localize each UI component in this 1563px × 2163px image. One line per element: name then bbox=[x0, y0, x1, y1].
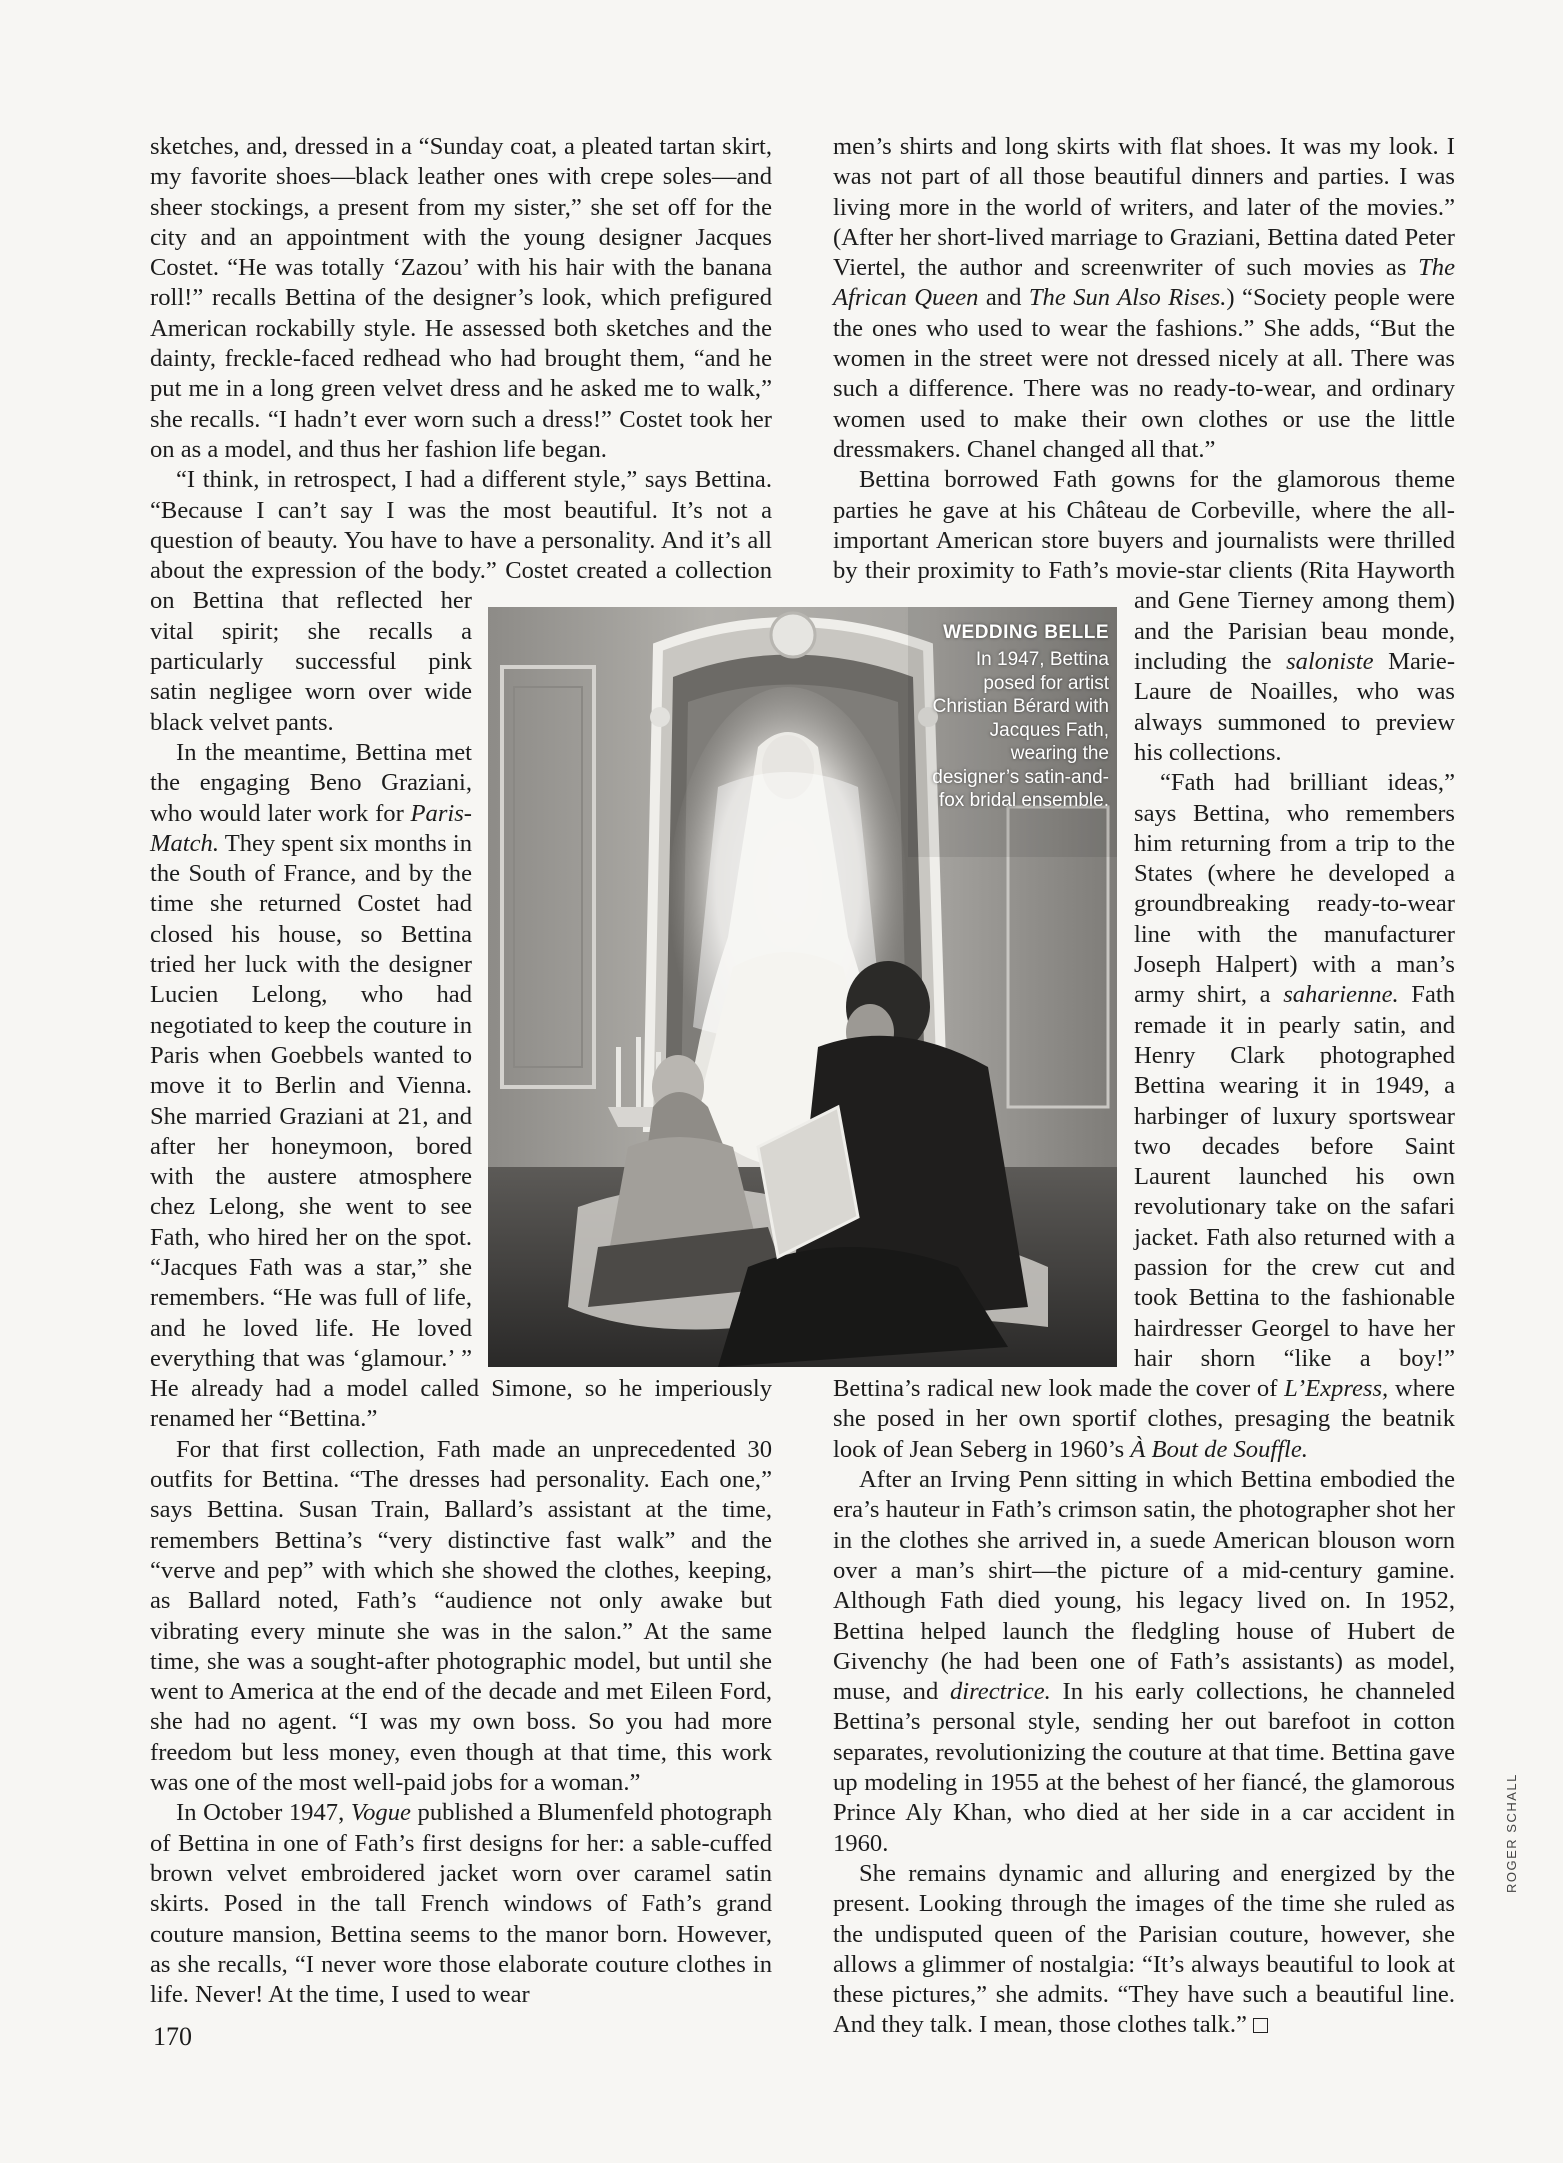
page-number: 170 bbox=[153, 2022, 192, 2051]
paragraph: After an Irving Penn sitting in which Bettina embodied the era’s hauteur in Fath’s crimson satin, the photographer shot her in the clothes she arrived in, a suede American blouson worn over a man’s shirt—the picture of a mid-century gamine. Although Fath died young, his legacy lived on. In 1952, Bettina helped launch the fledgling house of Hubert de Givenchy (he had been one of Fath’s assistants) as model, muse, and directrice. In his early collections, he channeled Bettina’s personal style, sending her out barefoot in cotton separates, revolutionizing the couture at that time. Bettina gave up modeling in 1955 at the behest of her fiancé, the glamorous Prince Aly Khan, who died at her side in a car accident in 1960. bbox=[833, 1466, 1455, 1857]
paragraph: “Fath had brilliant ideas,” says Bettina, who remembers him returning from a trip to the States (where he developed a groundbreaking ready-to-wear line with the manufacturer Joseph Halpert) with a man’s army shirt, a saharienne. Fath remade it in pearly satin, and Henry Clark photographed Bettina wearing it in 1949, a harbinger of luxury sportswear two decades before Saint Laurent launched his own revolutionary take on the safari jacket. Fath also returned with a passion for the crew cut and took Bettina to the fashionable hairdresser Georgel to have her hair shorn “like a boy!” Bettina’s radical new look made the cover of L’Express, where she posed in her own sportif clothes, presaging the beatnik look of Jean Seberg in 1960’s À Bout de Souffle. bbox=[833, 769, 1455, 1463]
photo-caption bbox=[919, 621, 1109, 813]
paragraph: In the meantime, Bettina met the engaging Beno Graziani, who would later work for Paris-Match. They spent six months in the South of France, and by the time she returned Costet had closed his house, so Bettina tried her luck with the designer Lucien Lelong, who had negotiated to keep the couture in Paris when Goebbels wanted to move it to Berlin and Vienna. She married Graziani at 21, and after her honeymoon, bored with the austere atmosphere chez Lelong, she went to see Fath, who hired her on the spot. “Jacques Fath was a star,” she remembers. “He was full of life, and he loved life. He loved everything that was ‘glamour.’ ” He already had a model called Simone, so he imperiously renamed her “Bettina.” bbox=[150, 738, 772, 1433]
paragraph: Bettina borrowed Fath gowns for the glamorous theme parties he gave at his Château de Corbeville, where the all-important American store buyers and journalists were thrilled by their proximity to Fath’s movie-star clients (Rita Hayworth and Gene Tierney among them) and the Parisian beau monde, including the saloniste Marie-Laure de Noailles, who was always summoned to preview his collections. bbox=[833, 466, 1456, 766]
paragraph: men’s shirts and long skirts with flat shoes. It was my look. I was not part of all those beautiful dinners and parties. I was living more in the world of writers, and later of the movies.” (After her short-lived marriage to Graziani, Bettina dated Peter Viertel, the author and screenwriter of such movies as The African Queen and The Sun Also Rises.) “Society people were the ones who used to wear the fashions.” She adds, “But the women in the street were not dressed nicely at all. There was such a difference. There was no ready-to-wear, and ordinary women used to make their own clothes or use the little dressmakers. Chanel changed all that.” bbox=[833, 133, 1455, 463]
caption-text: In 1947, Bettina posed for artist Christian Bérard with Jacques Fath, wearing the designer’s satin-and-fox bridal ensemble. bbox=[932, 649, 1109, 811]
paragraph: For that first collection, Fath made an unprecedented 30 outfits for Bettina. “The dresses had personality. Each one,” says Bettina. Susan Train, Ballard’s assistant at the time, remembers Bettina’s “very distinctive fast walk” and the “verve and pep” with which she showed the clothes, keeping, as Ballard noted, Fath’s “audience not only awake but vibrating every minute she was in the salon.” At the same time, she was a sought-after photographic model, but until she went to America at the end of the decade and met Eileen Ford, she had no agent. “I was my own boss. So you had more freedom but less money, even though at that time, this work was one of the most well-paid jobs for a woman.” bbox=[150, 1435, 772, 1797]
paragraph: sketches, and, dressed in a “Sunday coat, a pleated tartan skirt, my favorite shoes—black leather ones with crepe soles—and sheer stockings, a present from my sister,” she set off for the city and an appointment with the young designer Jacques Costet. “He was totally ‘Zazou’ with his hair with the banana roll!” recalls Bettina of the designer’s look, which prefigured American rockabilly style. He assessed both sketches and the dainty, freckle-faced redhead who had brought them, “and he put me in a long green velvet dress and he asked me to walk,” she recalls. “I hadn’t ever worn such a dress!” Costet took her on as a model, and thus her fashion life began. bbox=[150, 133, 772, 463]
paragraph: “I think, in retrospect, I had a different style,” says Bettina. “Because I can’t say I was the most beautiful. It’s not a question of beauty. You have to have a personality. And it’s all about the expression of the body.” Costet created a collection on Bettina that reflected her vital spirit; she recalls a particularly successful pink satin negligee worn over wide black velvet pants. bbox=[150, 466, 772, 736]
caption-kicker: WEDDING BELLE bbox=[943, 622, 1109, 643]
paragraph: In October 1947, Vogue published a Blumenfeld photograph of Bettina in one of Fath’s first designs for her: a sable-cuffed brown velvet embroidered jacket worn over caramel satin skirts. Posed in the tall French windows of Fath’s grand couture mansion, Bettina seems to the manor born. However, as she recalls, “I never wore those elaborate couture clothes in life. Never! At the time, I used to wear bbox=[150, 1799, 772, 2009]
photo-credit: ROGER SCHALL bbox=[1504, 1773, 1519, 1893]
paragraph: She remains dynamic and alluring and energized by the present. Looking through the images of the time she ruled as the undisputed queen of the Parisian couture, however, she allows a glimmer of nostalgia: “It’s always beautiful to look at these pictures,” she admits. “They have such a beautiful line. And they talk. I mean, those clothes talk.” bbox=[833, 1859, 1455, 2039]
end-mark-icon bbox=[1253, 2018, 1268, 2033]
article-photo bbox=[488, 607, 1117, 1367]
